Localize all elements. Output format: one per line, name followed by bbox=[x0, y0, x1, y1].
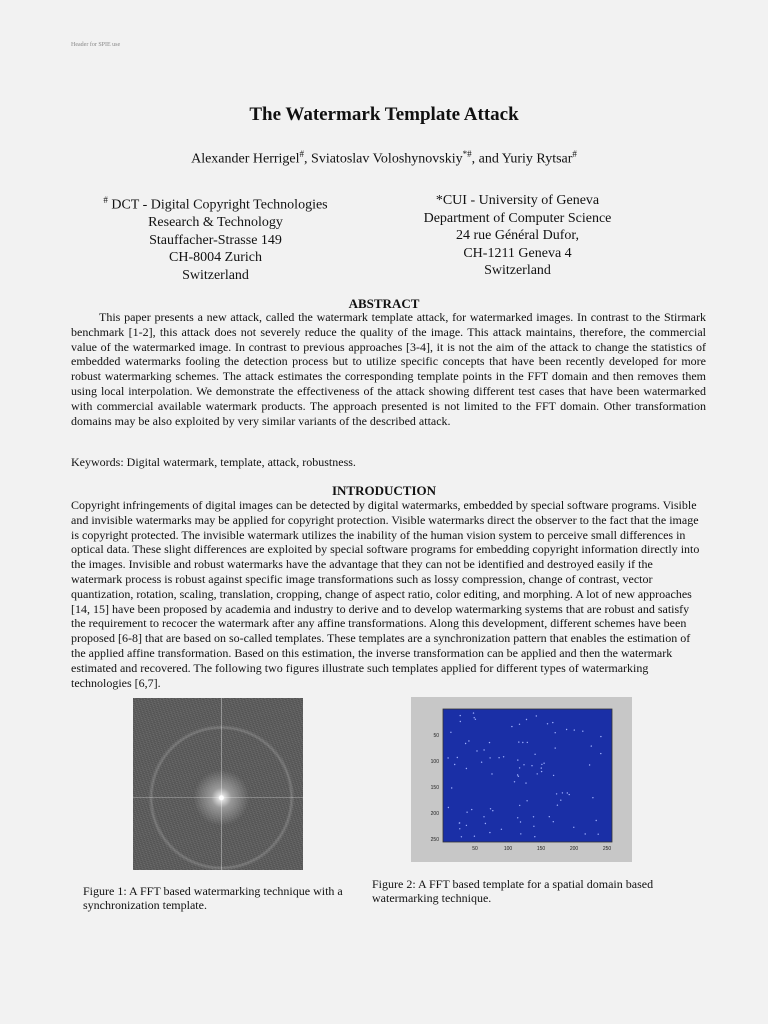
affiliation-line: *CUI - University of Geneva bbox=[435, 193, 600, 208]
template-point bbox=[592, 797, 593, 798]
template-point bbox=[519, 805, 520, 806]
affiliation-line: Stauffacher-Strasse 149 bbox=[149, 232, 282, 248]
template-point bbox=[474, 836, 475, 837]
template-plot-svg bbox=[411, 697, 632, 862]
figure-2-template-plot bbox=[411, 697, 632, 862]
template-point bbox=[547, 723, 548, 724]
header-note: Header for SPIE use bbox=[71, 42, 121, 48]
abstract-heading: ABSTRACT bbox=[348, 296, 420, 311]
template-point bbox=[447, 757, 448, 758]
affiliation-line: DCT - Digital Copyright Technologies bbox=[111, 197, 328, 213]
template-point bbox=[555, 747, 556, 748]
template-point bbox=[549, 816, 550, 817]
template-point bbox=[466, 812, 467, 813]
template-point bbox=[448, 807, 449, 808]
x-tick-label: 150 bbox=[536, 846, 546, 852]
introduction-text: Copyright infringements of digital images can be detected by digital watermarks, embedded by special software programs. Visible and invisible watermarks may be applied for copyright protection. Visible watermarks direct the observer to the fact that the image is copyright protected. The invisible watermark utilizes the inability of the human vision system to perceive small differences in optical data. These slight differences are exploited by special software programs for embedding copyright information directly into the images. Invisible and robust watermarks have the advantage that they can not be identified and destroyed easily if the watermark process is robust against specific image transformations such as lossy compression, change of contrast, vector quantization, rotation, scaling, translation, cropping, change of aspect ratio, color editing, and morphing. A lot of new approaches [14, 15] have been proposed by academia and industry to derive and to develop watermarking systems that are robust and satisfy the requirement to recocer the watermark after any affine transformations. Along this development, different schemes have been proposed [6-8] that are based on so-called templates. These templates are a synchronization pattern that enables the estimation of the applied affine transformation. Based on this estimation, the inverse transformation can be applied and then the watermark estimated and recovered. The following two figures illustrate such templates applied for different types of watermarking technologies [6,7]. bbox=[71, 498, 700, 690]
template-point bbox=[553, 775, 554, 776]
figure-1-fft-image bbox=[133, 698, 303, 870]
author-mark: # bbox=[572, 149, 577, 159]
template-point bbox=[543, 763, 544, 764]
template-point bbox=[520, 821, 521, 822]
y-tick-label: 150 bbox=[430, 785, 439, 791]
template-point bbox=[517, 759, 518, 760]
template-point bbox=[567, 792, 568, 793]
template-point bbox=[525, 782, 526, 783]
template-point bbox=[537, 773, 538, 774]
template-point bbox=[492, 810, 493, 811]
x-tick-label: 50 bbox=[472, 846, 478, 852]
template-point bbox=[474, 717, 475, 718]
template-point bbox=[519, 767, 520, 768]
affiliation-cui bbox=[405, 192, 630, 280]
template-point bbox=[541, 771, 542, 772]
template-point bbox=[600, 753, 601, 754]
template-point bbox=[582, 731, 583, 732]
template-point bbox=[569, 794, 570, 795]
template-point bbox=[489, 757, 490, 758]
affiliation-line: Switzerland bbox=[484, 263, 551, 278]
template-point bbox=[489, 742, 490, 743]
y-tick-label: 50 bbox=[433, 733, 439, 739]
y-tick-label: 200 bbox=[430, 811, 439, 817]
template-point bbox=[468, 740, 469, 741]
template-point bbox=[454, 764, 455, 765]
template-point bbox=[491, 773, 492, 774]
author-voloshynovskiy: , Sviatoslav Voloshynovskiy bbox=[304, 151, 463, 167]
template-point bbox=[485, 823, 486, 824]
template-point bbox=[489, 832, 490, 833]
template-point bbox=[533, 816, 534, 817]
paper-title: The Watermark Template Attack bbox=[249, 104, 519, 125]
template-point bbox=[459, 828, 460, 829]
template-point bbox=[591, 745, 592, 746]
x-tick-label: 100 bbox=[503, 846, 513, 852]
template-point bbox=[566, 729, 567, 730]
affiliation-mark: # bbox=[103, 195, 108, 205]
template-point bbox=[457, 757, 458, 758]
template-point bbox=[536, 715, 537, 716]
template-point bbox=[574, 729, 575, 730]
template-point bbox=[555, 732, 556, 733]
template-point bbox=[526, 719, 527, 720]
author-herrigel: Alexander Herrigel bbox=[191, 151, 300, 167]
template-point bbox=[511, 726, 512, 727]
template-point bbox=[460, 721, 461, 722]
affiliation-line: Department of Computer Science bbox=[423, 210, 612, 226]
template-point bbox=[451, 787, 452, 788]
template-point bbox=[562, 792, 563, 793]
affiliation-line: 24 rue Général Dufor, bbox=[455, 228, 580, 243]
template-point bbox=[503, 756, 504, 757]
template-point bbox=[518, 776, 519, 777]
keywords: Keywords: Digital watermark, template, attack, robustness. bbox=[71, 455, 356, 469]
template-point bbox=[573, 827, 574, 828]
template-point bbox=[459, 822, 460, 823]
template-point bbox=[600, 736, 601, 737]
template-point bbox=[483, 816, 484, 817]
template-point bbox=[483, 749, 484, 750]
affiliation-line: Research & Technology bbox=[148, 215, 283, 231]
figure-2-caption: Figure 2: A FFT based template for a spatial domain based watermarking technique. bbox=[372, 877, 654, 905]
template-point bbox=[501, 829, 502, 830]
author-mark: # bbox=[299, 149, 305, 159]
figure-1-caption: Figure 1: A FFT based watermarking technique with a synchronization template. bbox=[83, 884, 343, 912]
template-point bbox=[598, 834, 599, 835]
template-point bbox=[450, 732, 451, 733]
author-line bbox=[0, 149, 768, 168]
abstract-text: This paper presents a new attack, called the watermark template attack, for watermarked images. In contrast to the Stirmark benchmark [1-2], this attack does not severely reduce the quality of the image. This attack maintains, therefore, the commercial value of the watermarked image. In contrast to previous approaches [3-4], it is not the aim of the attack to change the statistics of embedded watermarks fooling the detection process but to utilize specific concepts that have been recently developed for more robust watermarking schemes. The attack estimates the corresponding template points in the FFT domain and then removes them using local interpolation. We demonstrate the effectiveness of the attack showing different test cases that have been watermarked with commercial available watermark products. The approach presented is not limited to the FFT domain. Other transformation domains may be also exploited by very similar variants of the described attack. bbox=[71, 310, 706, 428]
template-point bbox=[560, 800, 561, 801]
introduction-body bbox=[71, 498, 706, 690]
template-point bbox=[534, 836, 535, 837]
template-point bbox=[533, 826, 534, 827]
template-point bbox=[476, 750, 477, 751]
template-point bbox=[461, 836, 462, 837]
template-point bbox=[585, 833, 586, 834]
template-point bbox=[534, 754, 535, 755]
author-rytsar: , and Yuriy Rytsar bbox=[471, 151, 573, 167]
template-point bbox=[541, 764, 542, 765]
template-point bbox=[466, 825, 467, 826]
template-point bbox=[475, 719, 476, 720]
template-point bbox=[522, 742, 523, 743]
template-point bbox=[589, 764, 590, 765]
template-point bbox=[556, 793, 557, 794]
author-mark: *# bbox=[462, 149, 472, 159]
template-point bbox=[498, 757, 499, 758]
template-point bbox=[520, 833, 521, 834]
template-point bbox=[526, 800, 527, 801]
template-point bbox=[465, 743, 466, 744]
affiliation-line: CH-8004 Zurich bbox=[169, 250, 262, 266]
template-point bbox=[460, 715, 461, 716]
template-point bbox=[466, 768, 467, 769]
template-point bbox=[596, 820, 597, 821]
template-point bbox=[519, 724, 520, 725]
affiliation-line: Switzerland bbox=[182, 267, 249, 283]
x-tick-label: 250 bbox=[602, 846, 612, 852]
template-point bbox=[514, 781, 515, 782]
abstract-body bbox=[71, 310, 706, 428]
template-point bbox=[518, 741, 519, 742]
template-point bbox=[517, 817, 518, 818]
y-tick-label: 250 bbox=[430, 837, 439, 843]
y-tick-label: 100 bbox=[430, 759, 439, 765]
affiliation-line: CH-1211 Geneva 4 bbox=[463, 245, 572, 261]
template-point bbox=[517, 774, 518, 775]
template-point bbox=[553, 821, 554, 822]
template-point bbox=[471, 809, 472, 810]
template-point bbox=[531, 765, 532, 766]
x-tick-label: 200 bbox=[569, 846, 579, 852]
template-point bbox=[473, 712, 474, 713]
template-point bbox=[557, 805, 558, 806]
template-point bbox=[523, 764, 524, 765]
template-point bbox=[481, 762, 482, 763]
template-point bbox=[527, 742, 528, 743]
template-point bbox=[541, 767, 542, 768]
template-point bbox=[552, 722, 553, 723]
template-point bbox=[490, 808, 491, 809]
affiliation-dct bbox=[88, 192, 343, 284]
introduction-heading: INTRODUCTION bbox=[331, 483, 436, 498]
